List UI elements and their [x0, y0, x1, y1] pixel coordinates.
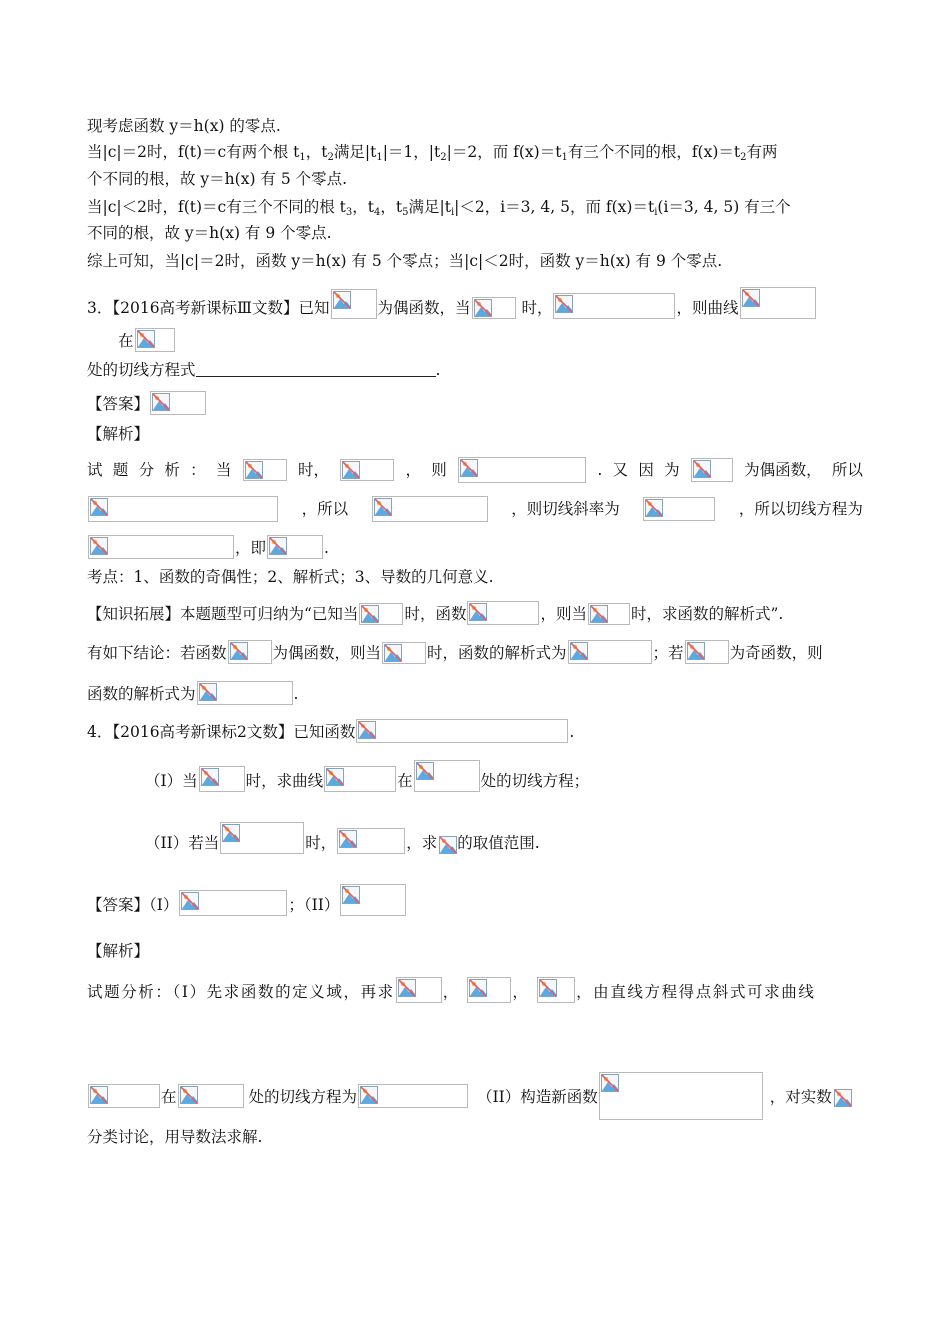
broken-image-icon — [438, 832, 456, 854]
broken-image-icon — [458, 457, 586, 483]
answer-row: 【答案】 — [87, 391, 207, 415]
analysis-label: 【解析】 — [87, 425, 150, 443]
q4-analysis-line-2: 在 处的切线方程为 （II）构造新函数 ，对实数 — [87, 1072, 852, 1120]
broken-image-icon — [685, 640, 729, 664]
broken-image-icon — [358, 1084, 468, 1108]
broken-image-icon — [340, 884, 406, 916]
text-line: 当|c|＜2时，f(t)＝c有三个不同的根 $t_3$，$t_4$，$t_5$满足$|t_i|<2$，i＝3, 4, 5，而 $f(x)=t_i(i=3$, 4, 5) 有三个 — [87, 198, 791, 218]
analysis-line-1: 试 题 分 析 ： 当 时， ， 则 . 又 因 为 为偶函数， 所以 — [87, 457, 863, 483]
text-line: 现考虑函数 y＝h(x) 的零点. — [87, 117, 281, 135]
broken-image-icon — [197, 681, 293, 705]
conclusion-line: 有如下结论：若函数 为偶函数，则当 时，函数的解析式为 ；若 为奇函数，则 — [87, 640, 823, 664]
question-4-stem: 4．【2016高考新课标2文数】已知函数 . — [87, 719, 574, 743]
broken-image-icon — [382, 642, 426, 664]
text-line: 综上可知，当|c|＝2时，函数 y＝h(x) 有 5 个零点；当|c|＜2时，函数 y＝h(x) 有 9 个零点. — [87, 252, 723, 270]
broken-image-icon — [88, 1084, 160, 1108]
kaodian-line: 考点：1、函数的奇偶性；2、解析式；3、导数的几何意义. — [87, 568, 494, 586]
text-line: 当|c|＝2时，f(t)＝c有两个根 $t_1$，$t_2$满足$|t_1|=1$，$|t_2|=2$，而 $f(x)=t_1$有三个不同的根，$f(x)=t_2$有两 — [87, 143, 778, 163]
text-line: 个不同的根，故 y＝h(x) 有 5 个零点. — [87, 170, 348, 188]
broken-image-icon — [88, 535, 234, 559]
question-3-stem: 3．【2016高考新课标Ⅲ文数】已知 为偶函数，当 时， ，则曲线 — [87, 287, 817, 319]
broken-image-icon — [243, 459, 287, 481]
broken-image-icon — [833, 1088, 851, 1108]
broken-image-icon — [467, 601, 539, 625]
q4-answer-row: 【答案】（I） ；（II） — [87, 884, 407, 916]
broken-image-icon — [150, 391, 206, 415]
q4-analysis-line-1: 试题分析：（I）先求函数的定义域，再求 ， ， ，由直线方程得点斜式可求曲线 — [87, 977, 815, 1003]
broken-image-icon — [568, 640, 652, 664]
question-4-part-2: （II）若当 时， ，求 的取值范围. — [145, 822, 540, 854]
answer-blank — [196, 360, 436, 377]
broken-image-icon — [356, 719, 568, 743]
text-line: 不同的根，故 y＝h(x) 有 9 个零点. — [87, 224, 332, 242]
broken-image-icon — [553, 293, 675, 319]
broken-image-icon — [537, 977, 575, 1003]
broken-image-icon — [267, 535, 323, 559]
broken-image-icon — [220, 822, 304, 854]
broken-image-icon — [691, 458, 733, 482]
q4-analysis-label: 【解析】 — [87, 942, 150, 960]
broken-image-icon — [643, 497, 715, 521]
broken-image-icon — [179, 890, 287, 916]
analysis-line-3: ，即 . — [87, 535, 329, 559]
question-3-stem-cont: 在 — [118, 328, 176, 352]
broken-image-icon — [228, 640, 272, 664]
conclusion-line-2: 函数的解析式为 . — [87, 681, 298, 705]
question-4-part-1: （I）当 时，求曲线 在 处的切线方程； — [145, 760, 589, 792]
question-3-blank-line: 处的切线方程式 . — [87, 361, 441, 379]
broken-image-icon — [88, 496, 278, 522]
analysis-line-2: ，所以 ，则切线斜率为 ，所以切线方程为 — [87, 496, 863, 522]
broken-image-icon — [396, 977, 442, 1003]
broken-image-icon — [340, 459, 394, 481]
broken-image-icon — [199, 766, 245, 792]
broken-image-icon — [359, 603, 403, 625]
broken-image-icon — [178, 1084, 244, 1108]
q4-analysis-line-3: 分类讨论，用导数法求解. — [87, 1128, 263, 1146]
broken-image-icon — [372, 496, 488, 522]
broken-image-icon — [467, 977, 511, 1003]
broken-image-icon — [331, 289, 377, 319]
extension-line: 【知识拓展】本题题型可归纳为“已知当 时，函数 ，则当 时，求函数的解析式”. — [87, 601, 783, 625]
broken-image-icon — [135, 328, 175, 352]
broken-image-icon — [324, 766, 396, 792]
broken-image-icon — [599, 1072, 763, 1120]
broken-image-icon — [472, 297, 516, 319]
broken-image-icon — [740, 287, 816, 319]
broken-image-icon — [337, 828, 405, 854]
broken-image-icon — [588, 603, 630, 625]
broken-image-icon — [414, 760, 480, 792]
